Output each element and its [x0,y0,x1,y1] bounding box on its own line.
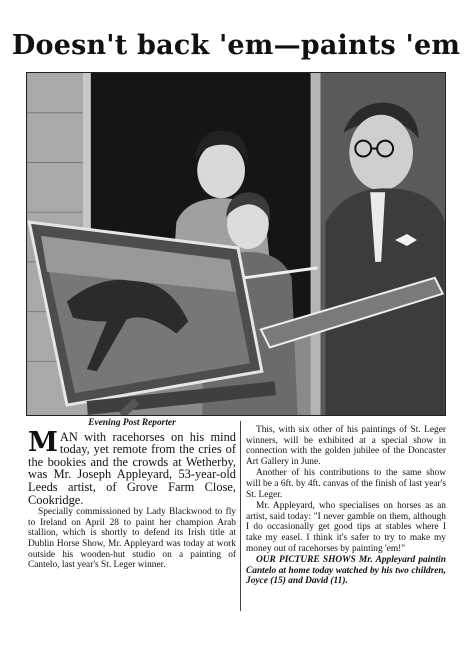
article-paragraph: Specially commissioned by Lady Blackwood to fly to Ireland on April 28 to paint her champion Arab stallion, which is shortly to defend its Irish title at Dublin Horse Show, Mr. Appleyard was today at work outside his wooden-hut studio on a painting of Cantelo, last year's St. Leger winner. [28,507,236,571]
article-column-left [28,418,236,571]
byline: Evening Post Reporter [88,418,176,428]
photo-caption: OUR PICTURE SHOWS Mr. Appleyard paintin Cantelo at home today watched by his two children, Joyce (15) and David (11). [246,555,446,587]
column-rule [240,421,241,611]
article-paragraph: Mr. Appleyard, who specialises on horses as an artist, said today: "I never gamble on them, although I do occasionally get good tips at stables where I take my easel. I think it's safer to try to make my money out of racehorses by painting 'em!" [246,501,446,554]
photo-illustration [27,73,445,415]
lede-paragraph [28,426,236,507]
lede-text: AN with racehorses on his mind today, yet remote from the cries of the bookies and the crowds at Wetherby, was Mr. Joseph Appleyard, 53-year-old Leeds artist, of Grove Farm Close, Cookridge. [28,429,236,507]
article-column-right [246,424,446,587]
headline: Doesn't back 'em—paints 'em [11,30,461,61]
news-photo [26,72,446,416]
drop-cap: M [28,426,58,458]
article-paragraph: Another of his contributions to the same show will be a 6ft. by 4ft. canvas of the finish of last year's St. Leger. [246,468,446,500]
article-paragraph: This, with six other of his paintings of St. Leger winners, will be exhibited at a special show in connection with the golden jubilee of the Doncaster Art Gallery in June. [246,425,446,467]
